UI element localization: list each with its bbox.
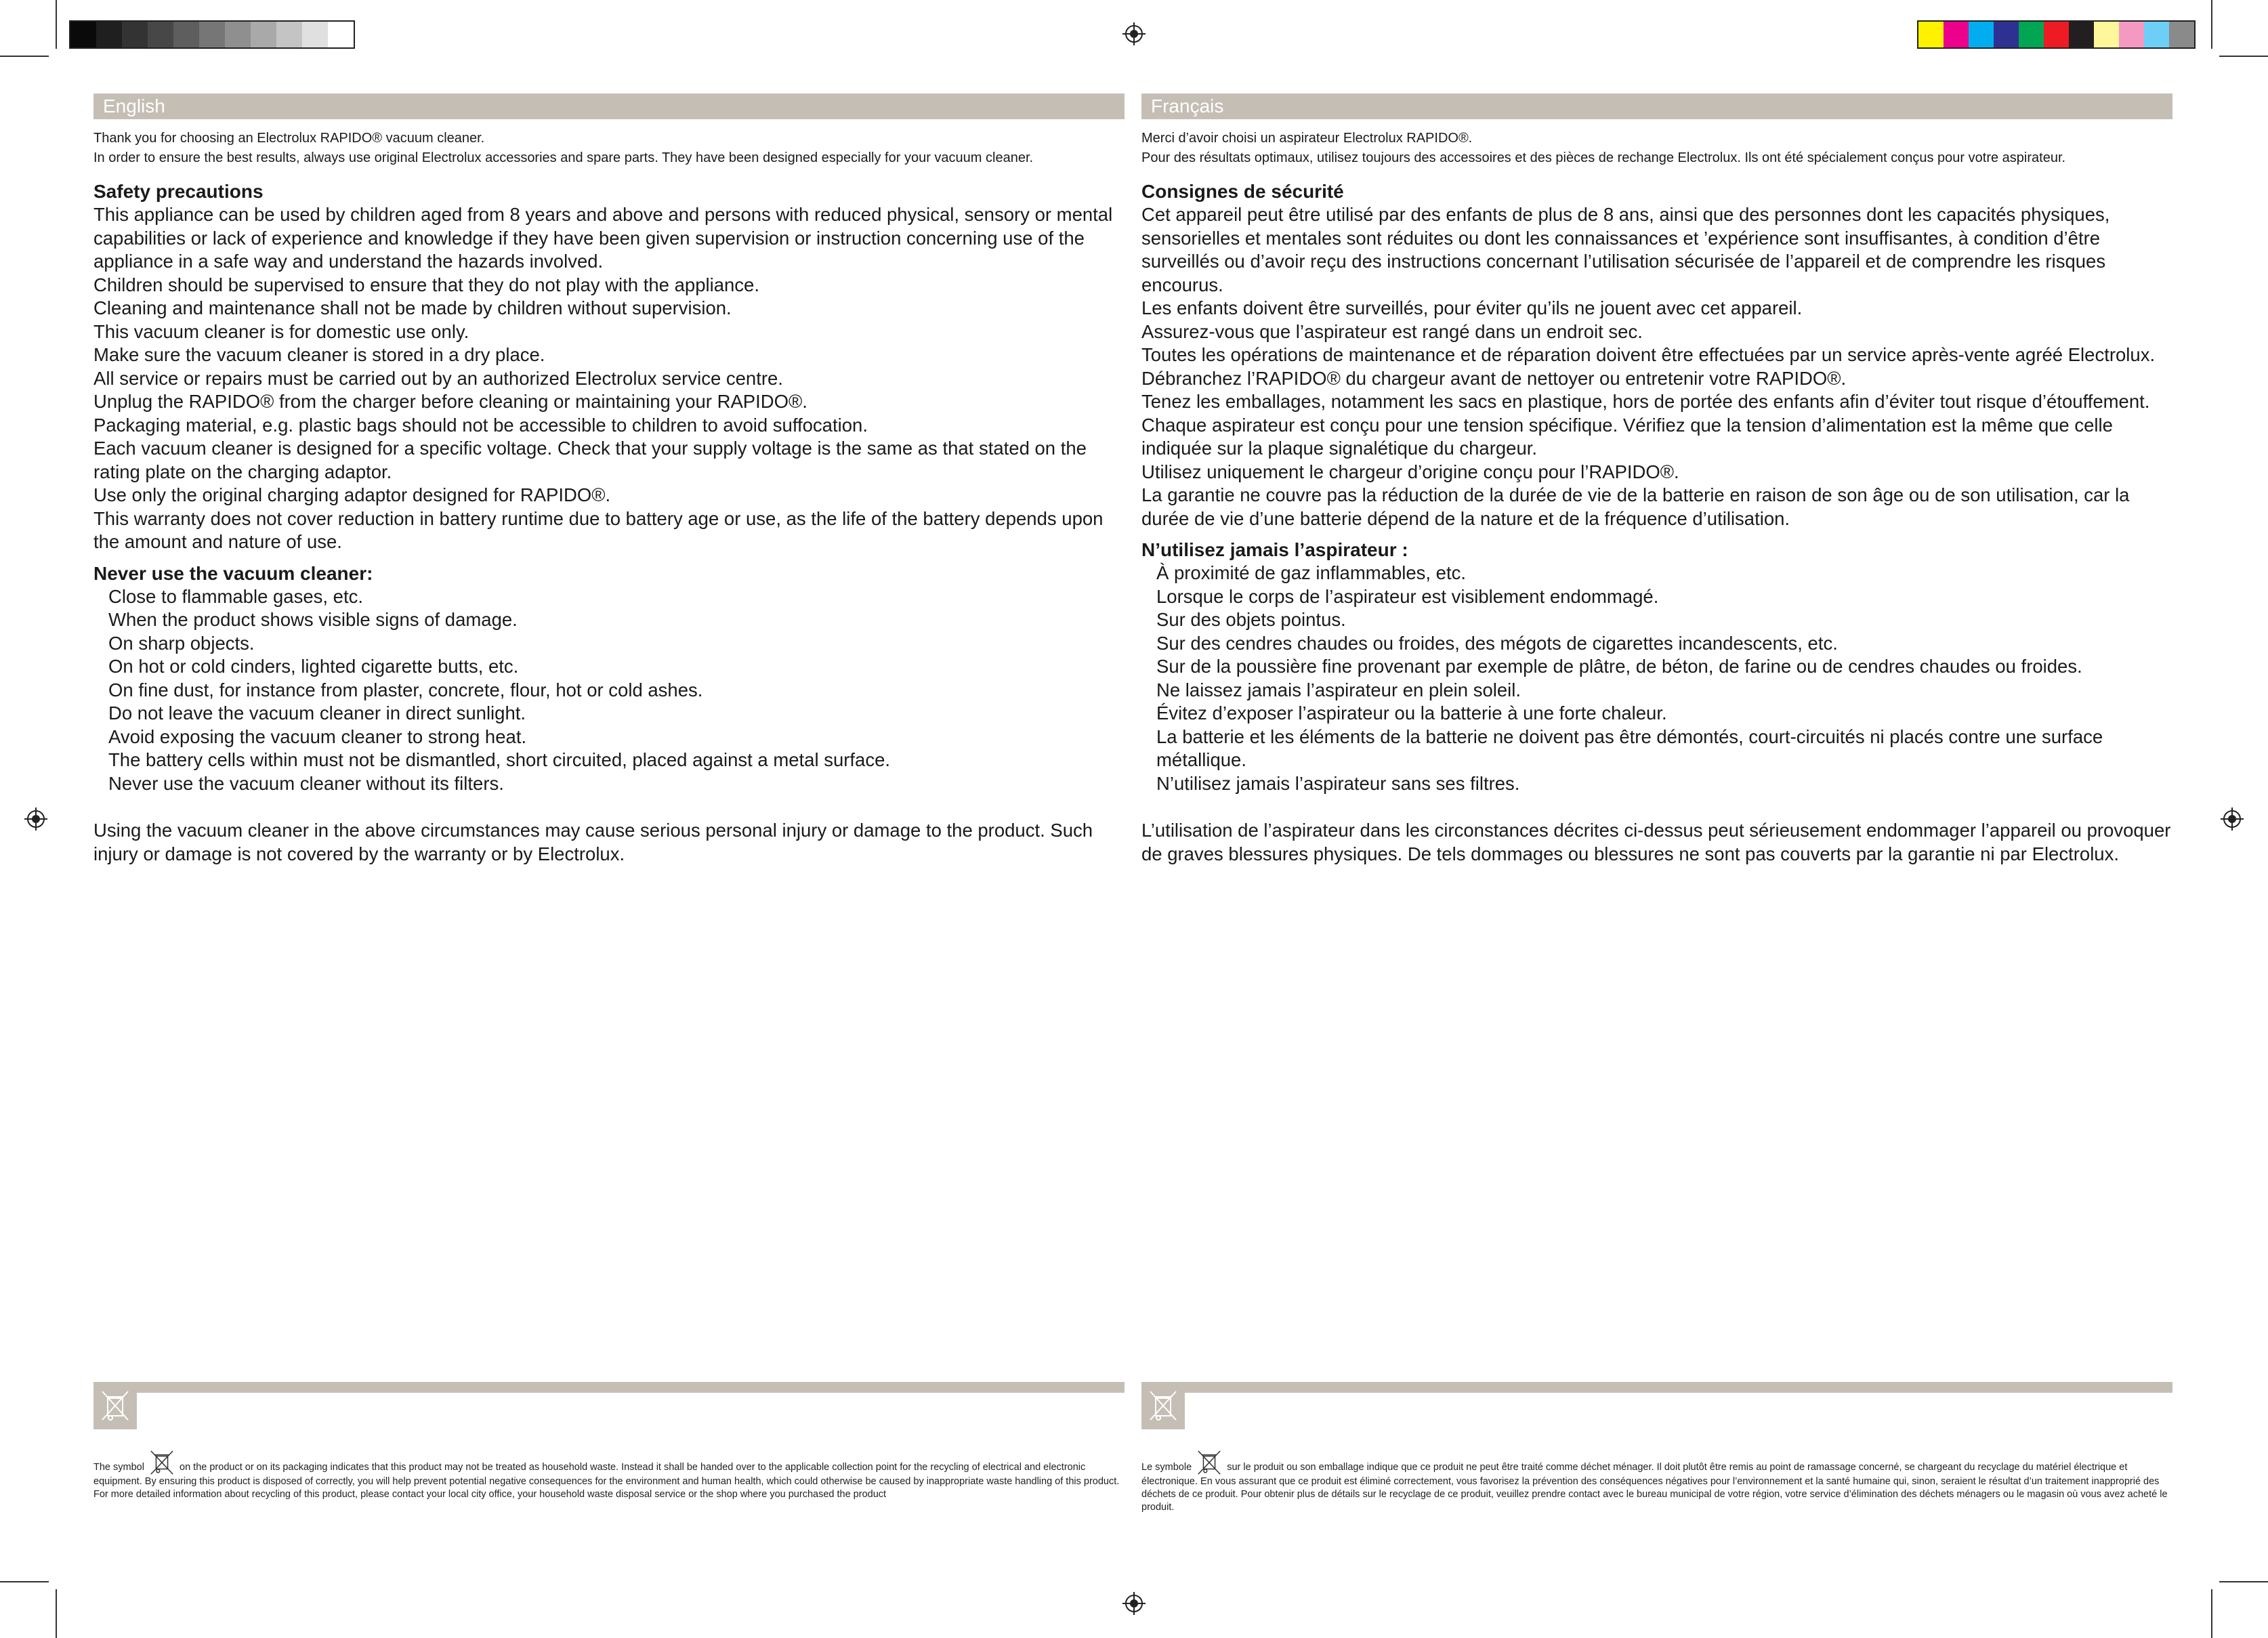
safety-line: Cet appareil peut être utilisé par des enfants de plus de 8 ans, ainsi que des personnes dont les capacités physiques, sensorielles et mentales sont réduites ou dont les connaissances et ’expérience sont insuffisantes, à condition d’être surveillés ou d’avoir reçu des instructions concernant l’utilisation sécurisée de l’appareil et de comprendre les risques encourus. [1141, 204, 2110, 295]
list-item: Do not leave the vacuum cleaner in direct sunlight. [108, 702, 526, 723]
safety-line: Children should be supervised to ensure that they do not play with the appliance. [93, 274, 759, 295]
color-swatch [1944, 22, 1969, 47]
color-swatch [2169, 22, 2194, 47]
crossed-out-wheelie-bin-icon [147, 1450, 177, 1475]
list-item: N’utilisez jamais l’aspirateur sans ses filtres. [1156, 772, 1520, 794]
crossed-out-wheelie-bin-icon [100, 1389, 131, 1423]
recycling-text-rest: on the product or on its packaging indicates that this product may not be treated as household waste. Instead it shall be handed over to the applicable collection point for the recycling of electrical and electronic equipment. By ensuring this product is disposed of correctly, you will help prevent potential negative consequences for the environment and human health, which could otherwise be caused by inappropriate waste handling of this product. For more detailed information about recycling of this product, please contact your local city office, your household waste disposal service or the shop where you purchased the product [93, 1462, 1120, 1500]
safety-line: Make sure the vacuum cleaner is stored in a dry place. [93, 344, 545, 365]
list-item: Ne laissez jamais l’aspirateur en plein soleil. [1156, 679, 1521, 700]
gray-swatch [328, 22, 354, 47]
gray-swatch [276, 22, 302, 47]
safety-line: All service or repairs must be carried out by an authorized Electrolux service centre. [93, 367, 783, 389]
gray-swatch [225, 22, 251, 47]
list-item: On sharp objects. [108, 632, 255, 654]
closing-paragraph: Using the vacuum cleaner in the above circumstances may cause serious personal injury or damage to the product. Such injury or damage is not covered by the warranty or by Electrolux. [93, 820, 1093, 864]
crop-mark [2211, 0, 2212, 49]
list-item: On hot or cold cinders, lighted cigarette butts, etc. [108, 656, 519, 677]
never-use-heading: N’utilisez jamais l’aspirateur : [1141, 539, 1408, 560]
gray-swatch [70, 22, 96, 47]
safety-line: La garantie ne couvre pas la réduction de la durée de vie de la batterie en raison de son âge ou de son utilisation, car la durée de vie d’une batterie dépend de la nature et de la fréquence d’utilisation. [1141, 484, 2130, 529]
safety-heading: Consignes de sécurité [1141, 181, 1344, 202]
list-item: La batterie et les éléments de la batterie ne doivent pas être démontés, court-circuités ni placés contre une surface métallique. [1156, 726, 2103, 770]
safety-line: Use only the original charging adaptor designed for RAPIDO®. [93, 484, 611, 505]
never-use-block [1141, 539, 2172, 795]
recycling-text-start: Le symbole [1141, 1462, 1192, 1473]
gray-swatch [96, 22, 122, 47]
crop-mark [2219, 1581, 2268, 1582]
list-item: Never use the vacuum cleaner without its filters. [108, 772, 504, 794]
list-item: Close to flammable gases, etc. [108, 585, 364, 607]
registration-mark-icon [1122, 1592, 1146, 1615]
list-item: Sur de la poussière fine provenant par exemple de plâtre, de béton, de farine ou de cendres chaudes ou froides. [1156, 656, 2082, 677]
safety-line: Tenez les emballages, notamment les sacs en plastique, hors de portée des enfants afin d’éviter tout risque d’étouffement. [1141, 391, 2150, 412]
intro-line: In order to ensure the best results, always use original Electrolux accessories and spare parts. They have been designed especially for your vacuum cleaner. [93, 150, 1034, 165]
gray-swatch [148, 22, 173, 47]
weee-icon-box [1141, 1382, 1185, 1429]
list-item: Lorsque le corps de l’aspirateur est visiblement endommagé. [1156, 585, 1659, 607]
list-item: Sur des objets pointus. [1156, 609, 1346, 630]
intro-text [93, 129, 1125, 168]
closing-paragraph: L’utilisation de l’aspirateur dans les circonstances décrites ci-dessus peut sérieusement endommager l’appareil ou provoquer de graves blessures physiques. De tels dommages ou blessures ne sont pas couverts par la garantie ni par Electrolux. [1141, 820, 2171, 864]
crop-mark [0, 1581, 49, 1582]
safety-line: Assurez-vous que l’aspirateur est rangé dans un endroit sec. [1141, 320, 1643, 342]
safety-list [1141, 203, 2172, 530]
safety-line: This warranty does not cover reduction in battery runtime due to battery age or use, as the life of the battery depends upon the amount and nature of use. [93, 507, 1104, 552]
english-section [93, 93, 1125, 885]
recycling-text-start: The symbol [93, 1462, 144, 1473]
gray-swatch [122, 22, 148, 47]
crossed-out-wheelie-bin-icon [1194, 1450, 1224, 1475]
color-swatch [2119, 22, 2144, 47]
footer-bar [93, 1382, 1125, 1393]
gray-swatch [173, 22, 199, 47]
intro-line: Thank you for choosing an Electrolux RAPIDO® vacuum cleaner. [93, 131, 485, 146]
gray-swatch [199, 22, 225, 47]
crossed-out-wheelie-bin-icon [1148, 1389, 1179, 1423]
registration-mark-icon [24, 807, 47, 831]
color-swatch [2069, 22, 2094, 47]
list-item: On fine dust, for instance from plaster, concrete, flour, hot or cold ashes. [108, 679, 703, 700]
recycling-footer-french [1141, 1382, 2172, 1524]
color-swatch [2094, 22, 2119, 47]
safety-line: Cleaning and maintenance shall not be made by children without supervision. [93, 297, 732, 318]
never-use-list [93, 585, 1125, 796]
recycling-footer-english [93, 1382, 1125, 1511]
footer-bar [1141, 1382, 2172, 1393]
registration-mark-icon [2221, 807, 2244, 831]
crop-mark [0, 56, 49, 57]
recycling-text [1141, 1450, 2172, 1514]
color-calibration-bar [1917, 20, 2196, 49]
safety-line: Toutes les opérations de maintenance et de réparation doivent être effectuées par un service après-vente agréé Electrolux. [1141, 344, 2156, 365]
color-swatch [2019, 22, 2044, 47]
color-swatch [1994, 22, 2019, 47]
color-swatch [2144, 22, 2169, 47]
list-item: Avoid exposing the vacuum cleaner to strong heat. [108, 726, 527, 747]
list-item: À proximité de gaz inflammables, etc. [1156, 562, 1466, 583]
safety-line: This vacuum cleaner is for domestic use only. [93, 320, 469, 342]
safety-line: Packaging material, e.g. plastic bags should not be accessible to children to avoid suffocation. [93, 414, 868, 436]
registration-mark-icon [1122, 22, 1146, 45]
recycling-text [93, 1450, 1125, 1501]
safety-line: This appliance can be used by children aged from 8 years and above and persons with reduced physical, sensory or mental capabilities or lack of experience and knowledge if they have been given supervision or instruction concerning use of the appliance in a safe way and understand the hazards involved. [93, 204, 1113, 272]
recycling-text-rest: sur le produit ou son emballage indique que ce produit ne peut être traité comme déchet ménager. Il doit plutôt être remis au point de ramassage concerné, se chargeant du recyclage du matériel électrique et électronique. En vous assurant que ce produit est éliminé correctement, vous favorisez la prévention des conséquences négatives pour l’environnement et la santé humaine qui, sinon, seraient le résultat d’un traitement inapproprié des déchets de ce produit. Pour obtenir plus de détails sur le recyclage de ce produit, veuillez prendre contact avec le bureau municipal de votre région, votre service d’élimination des déchets ménagers ou le magasin où vous avez acheté le produit. [1141, 1462, 2168, 1513]
weee-icon-box [93, 1382, 137, 1429]
never-use-list [1141, 562, 2172, 795]
crop-mark [56, 1589, 57, 1638]
safety-line: Débranchez l’RAPIDO® du chargeur avant de nettoyer ou entretenir votre RAPIDO®. [1141, 367, 1847, 389]
language-header-english: English [93, 93, 1125, 119]
list-item: When the product shows visible signs of damage. [108, 609, 518, 630]
safety-line: Utilisez uniquement le chargeur d’origine conçu pour l’RAPIDO®. [1141, 461, 1679, 482]
list-item: The battery cells within must not be dismantled, short circuited, placed against a metal surface. [108, 749, 891, 770]
crop-mark [56, 0, 57, 49]
list-item: Évitez d’exposer l’aspirateur ou la batterie à une forte chaleur. [1156, 702, 1667, 723]
intro-text [1141, 129, 2172, 168]
intro-line: Merci d’avoir choisi un aspirateur Electrolux RAPIDO®. [1141, 131, 1473, 146]
never-use-block [93, 562, 1125, 796]
safety-line: Unplug the RAPIDO® from the charger before cleaning or maintaining your RAPIDO®. [93, 391, 807, 412]
crop-mark [2211, 1589, 2212, 1638]
color-swatch [1918, 22, 1944, 47]
safety-line: Chaque aspirateur est conçu pour une tension spécifique. Vérifiez que la tension d’alimentation est la même que celle indiquée sur la plaque signalétique du chargeur. [1141, 414, 2113, 459]
intro-line: Pour des résultats optimaux, utilisez toujours des accessoires et des pièces de rechange Electrolux. Ils ont été spécialement conçus pour votre aspirateur. [1141, 150, 2066, 165]
crop-mark [2219, 56, 2268, 57]
gray-swatch [251, 22, 276, 47]
language-header-french: Français [1141, 93, 2172, 119]
safety-line: Each vacuum cleaner is designed for a specific voltage. Check that your supply voltage is the same as that stated on the rating plate on the charging adaptor. [93, 438, 1087, 482]
list-item: Sur des cendres chaudes ou froides, des mégots de cigarettes incandescents, etc. [1156, 632, 1838, 654]
color-swatch [2044, 22, 2069, 47]
safety-heading: Safety precautions [93, 181, 264, 202]
safety-line: Les enfants doivent être surveillés, pour éviter qu’ils ne jouent avec cet appareil. [1141, 297, 1803, 318]
safety-list [93, 203, 1125, 554]
french-section [1141, 93, 2172, 885]
color-swatch [1969, 22, 1994, 47]
gray-swatch [302, 22, 328, 47]
never-use-heading: Never use the vacuum cleaner: [93, 562, 373, 584]
grayscale-calibration-bar [69, 20, 355, 49]
